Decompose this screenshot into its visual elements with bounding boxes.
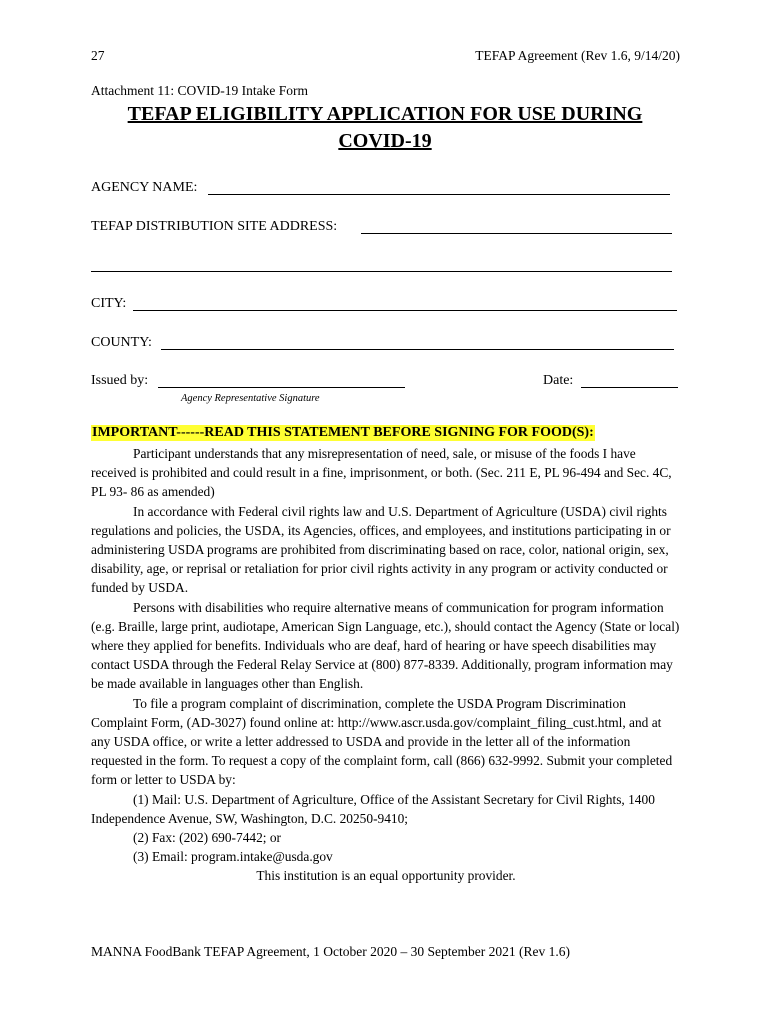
site-address-field[interactable] (361, 233, 672, 234)
agency-name-field[interactable] (208, 194, 670, 195)
issued-by-label: Issued by: (91, 373, 149, 388)
agreement-revision: TEFAP Agreement (Rev 1.6, 9/14/20) (475, 48, 680, 63)
page-number: 27 (91, 48, 105, 63)
email-item: (3) Email: program.intake@usda.gov (133, 849, 333, 865)
city-label: CITY: (91, 296, 127, 311)
city-field[interactable] (133, 310, 677, 311)
site-address-field-line-2[interactable] (91, 271, 672, 272)
page-title-line-1: TEFAP ELIGIBILITY APPLICATION FOR USE DURING (127, 103, 643, 125)
disabilities-paragraph: Persons with disabilities who require alternative means of communication for program information (e.g. Braille, large print, audiotape, American Sign Language, etc.), should contact the Agency (State or local) where they applied for benefits. Individuals who are deaf, hard of hearing or have speech disabilities may contact USDA through the Federal Relay Service at (800) 877-8339. Additionally, program information may be made available in languages other than English. (91, 599, 680, 692)
equal-opportunity-statement: This institution is an equal opportunity provider. (256, 868, 516, 884)
agency-name-label: AGENCY NAME: (91, 180, 198, 195)
signature-caption: Agency Representative Signature (181, 393, 320, 404)
fax-item: (2) Fax: (202) 690-7442; or (133, 830, 282, 846)
county-label: COUNTY: (91, 335, 152, 350)
site-address-label: TEFAP DISTRIBUTION SITE ADDRESS: (91, 219, 338, 234)
civil-rights-paragraph: In accordance with Federal civil rights law and U.S. Department of Agriculture (USDA) civil rights regulations and policies, the USDA, its Agencies, offices, and employees, and institutions participating in or administering USDA programs are prohibited from discriminating based on race, color, national origin, sex, disability, age, or reprisal or retaliation for prior civil rights activity in any program or activity conducted or funded by USDA. (91, 503, 671, 596)
county-field[interactable] (161, 349, 674, 350)
statement-body (91, 444, 681, 886)
date-label: Date: (543, 373, 574, 388)
attachment-label: Attachment 11: COVID-19 Intake Form (91, 83, 308, 98)
mail-item: (1) Mail: U.S. Department of Agriculture, Office of the Assistant Secretary for Civil Rights, 1400 Independence Avenue, SW, Washington, D.C. 20250-9410; (91, 791, 655, 826)
misrepresentation-paragraph: Participant understands that any misrepresentation of need, sale, or misuse of the foods I have received is prohibited and could result in a fine, imprisonment, or both. (Sec. 211 E, PL 96-494 and Sec. 4C, PL 93- 86 as amended) (91, 446, 672, 500)
complaint-paragraph: To file a program complaint of discrimination, complete the USDA Program Discrimination Complaint Form, (AD-3027) found online at: http://www.ascr.usda.gov/complaint_filing_cust.html, and at any USDA office, or write a letter addressed to USDA and provide in the letter all of the information requested in the form. To request a copy of the complaint form, call (866) 632-9992. Submit your completed form or letter to USDA by: (91, 695, 673, 788)
page-title-line-2: COVID-19 (338, 130, 432, 152)
signature-field[interactable] (158, 387, 405, 388)
page-footer: MANNA FoodBank TEFAP Agreement, 1 October 2020 – 30 September 2021 (Rev 1.6) (91, 944, 570, 959)
date-field[interactable] (581, 387, 678, 388)
important-heading: IMPORTANT------READ THIS STATEMENT BEFORE SIGNING FOR FOOD(S): (92, 425, 594, 440)
